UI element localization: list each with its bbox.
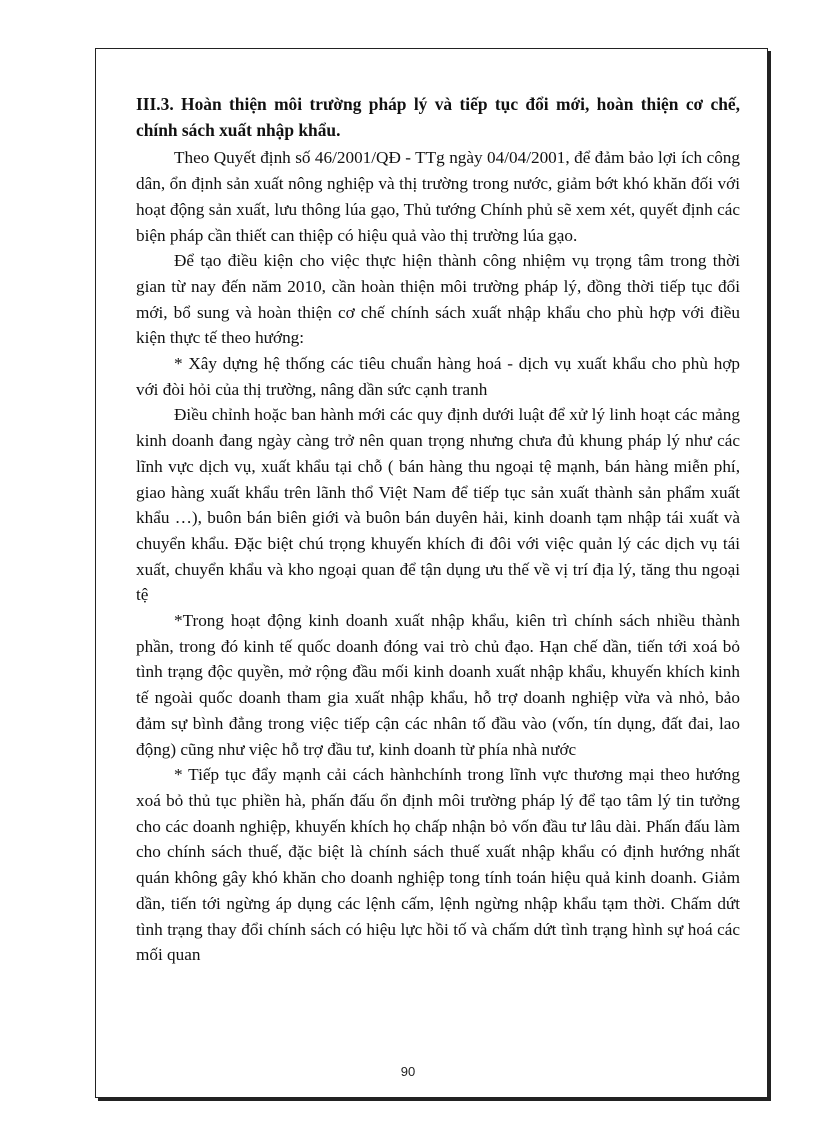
paragraph-conditions-2010: Để tạo điều kiện cho việc thực hiện thành công nhiệm vụ trọng tâm trong thời gian từ nay đến năm 2010, cần hoàn thiện môi trường pháp lý, đồng thời tiếp tục đổi mới, bổ sung và hoàn thiện cơ chế chính sách xuất nhập khẩu cho phù hợp với điều kiện thực tế theo hướng: bbox=[136, 251, 740, 348]
page-number: 90 bbox=[400, 1064, 416, 1079]
paragraph-standards-system: * Xây dựng hệ thống các tiêu chuẩn hàng hoá - dịch vụ xuất khẩu cho phù hợp với đòi hỏi của thị trường, nâng dần sức cạnh tranh bbox=[136, 354, 740, 399]
paragraph-administrative-reform: * Tiếp tục đẩy mạnh cải cách hànhchính trong lĩnh vực thương mại theo hướng xoá bỏ thủ tục phiền hà, phấn đấu ổn định môi trường pháp lý để tạo tâm lý tin tưởng cho các doanh nghiệp, khuyến khích họ chấp nhận bỏ vốn đầu tư lâu dài. Phấn đấu làm cho chính sách thuế, đặc biệt là chính sách thuế xuất nhập khẩu có định hướng nhất quán không gây khó khăn cho doanh nghiệp tong tính toán hiệu quả kinh doanh. Giảm dần, tiến tới ngừng áp dụng các lệnh cấm, lệnh ngừng nhập khẩu tạm thời. Chấm dứt tình trạng thay đổi chính sách có hiệu lực hồi tố và chấm dứt tình trạng hình sự hoá các mối quan bbox=[136, 765, 740, 965]
section-heading: III.3. Hoàn thiện môi trường pháp lý và tiếp tục đổi mới, hoàn thiện cơ chế, chính sách xuất nhập khẩu. bbox=[136, 94, 740, 140]
paragraph-multi-sector-policy: *Trong hoạt động kinh doanh xuất nhập khẩu, kiên trì chính sách nhiều thành phần, trong đó kinh tế quốc doanh đóng vai trò chủ đạo. Hạn chế dần, tiến tới xoá bỏ tình trạng độc quyền, mở rộng đầu mối kinh doanh xuất nhập khẩu, khuyến khích kinh tế ngoài quốc doanh tham gia xuất nhập khẩu, hỗ trợ doanh nghiệp vừa và nhỏ, bảo đảm sự bình đẳng trong việc tiếp cận các nhân tố đầu vào (vốn, tín dụng, đất đai, lao động) cũng như việc hỗ trợ đầu tư, kinh doanh từ phía nhà nước bbox=[136, 611, 740, 759]
paragraph-decision-46: Theo Quyết định số 46/2001/QĐ - TTg ngày 04/04/2001, để đảm bảo lợi ích công dân, ổn định sản xuất nông nghiệp và thị trường trong nước, giảm bớt khó khăn đối với hoạt động sản xuất, lưu thông lúa gạo, Thủ tướng Chính phủ sẽ xem xét, quyết định các biện pháp cần thiết can thiệp có hiệu quả vào thị trường lúa gạo. bbox=[136, 148, 740, 245]
paragraph-adjust-regulations: Điều chỉnh hoặc ban hành mới các quy định dưới luật để xử lý linh hoạt các mảng kinh doanh đang ngày càng trở nên quan trọng nhưng chưa đủ khung pháp lý như các lĩnh vực dịch vụ, xuất khẩu tại chỗ ( bán hàng thu ngoại tệ mạnh, bán hàng miễn phí, giao hàng xuất khẩu trên lãnh thổ Việt Nam để tiếp tục sản xuất thành sản phẩm xuất khẩu …), buôn bán biên giới và buôn bán duyên hải, kinh doanh tạm nhập tái xuất và chuyển khẩu. Đặc biệt chú trọng khuyến khích đi đôi với việc quản lý các dịch vụ tái xuất, chuyển khẩu và kho ngoại quan để tận dụng ưu thế về vị trí địa lý, tăng thu ngoại tệ bbox=[136, 405, 740, 605]
document-body bbox=[136, 92, 740, 968]
